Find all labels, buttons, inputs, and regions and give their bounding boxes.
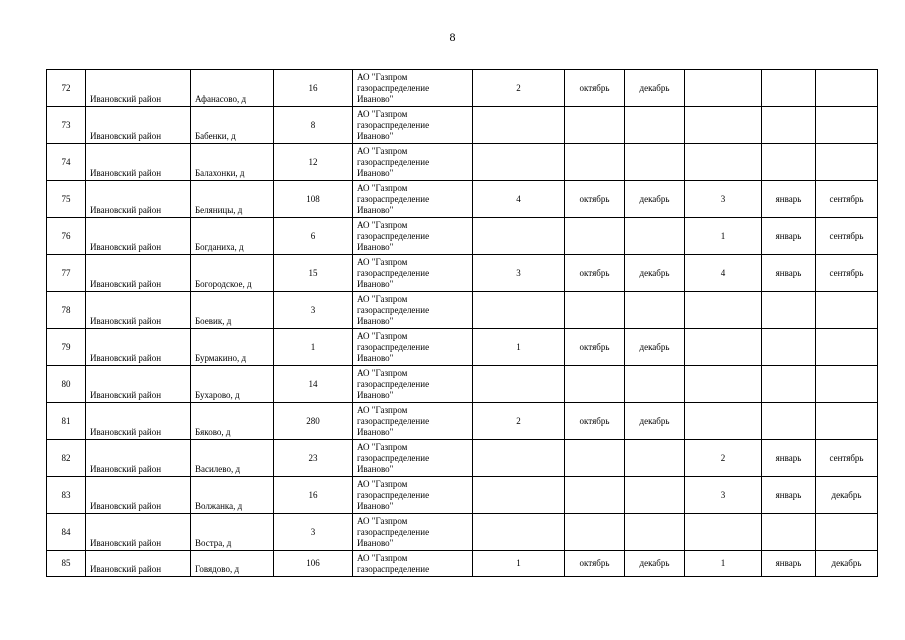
stage1-count-cell: 1 <box>473 329 565 366</box>
stage2-start-cell: январь <box>762 181 816 218</box>
table-row <box>47 551 878 577</box>
count-cell: 6 <box>274 218 353 255</box>
organization-line: Иваново" <box>357 537 394 548</box>
stage1-end-cell <box>625 440 685 477</box>
district-cell: Ивановский район <box>86 181 191 218</box>
stage1-end-cell: декабрь <box>625 551 685 577</box>
district-cell: Ивановский район <box>86 70 191 107</box>
organization-line: Иваново" <box>357 241 394 252</box>
table-row <box>47 107 878 144</box>
organization-line: газораспределение <box>357 230 430 241</box>
stage2-end-cell <box>816 403 878 440</box>
organization-line: Иваново" <box>357 167 394 178</box>
organization-cell <box>353 477 473 514</box>
stage2-end-cell: декабрь <box>816 551 878 577</box>
stage1-count-cell <box>473 218 565 255</box>
organization-line: АО "Газпром <box>357 515 408 526</box>
district-cell: Ивановский район <box>86 292 191 329</box>
village-cell: Говядово, д <box>191 551 274 577</box>
row-number-cell: 77 <box>47 255 86 292</box>
stage1-count-cell: 3 <box>473 255 565 292</box>
stage1-end-cell: декабрь <box>625 181 685 218</box>
count-cell: 1 <box>274 329 353 366</box>
table-row <box>47 181 878 218</box>
organization-line: АО "Газпром <box>357 404 408 415</box>
organization-line: Иваново" <box>357 389 394 400</box>
organization-line: Иваново" <box>357 352 394 363</box>
stage1-start-cell: октябрь <box>565 551 625 577</box>
table-row <box>47 477 878 514</box>
organization-line: Иваново" <box>357 463 394 474</box>
row-number-cell: 72 <box>47 70 86 107</box>
organization-line: газораспределение <box>357 193 430 204</box>
organization-line: АО "Газпром <box>357 182 408 193</box>
organization-cell <box>353 440 473 477</box>
organization-line: газораспределение <box>357 82 430 93</box>
stage1-start-cell: октябрь <box>565 255 625 292</box>
stage2-start-cell <box>762 107 816 144</box>
district-cell: Ивановский район <box>86 403 191 440</box>
stage1-start-cell <box>565 218 625 255</box>
count-cell: 280 <box>274 403 353 440</box>
stage1-start-cell <box>565 514 625 551</box>
stage1-count-cell <box>473 144 565 181</box>
organization-cell <box>353 329 473 366</box>
row-number-cell: 78 <box>47 292 86 329</box>
organization-line: АО "Газпром <box>357 293 408 304</box>
stage2-start-cell <box>762 70 816 107</box>
count-cell: 108 <box>274 181 353 218</box>
stage2-count-cell <box>685 366 762 403</box>
stage2-end-cell: сентябрь <box>816 181 878 218</box>
row-number-cell: 80 <box>47 366 86 403</box>
organization-line: Иваново" <box>357 130 394 141</box>
stage1-count-cell: 2 <box>473 403 565 440</box>
stage1-start-cell <box>565 107 625 144</box>
organization-cell <box>353 144 473 181</box>
stage2-count-cell <box>685 107 762 144</box>
stage2-end-cell <box>816 70 878 107</box>
stage2-end-cell <box>816 292 878 329</box>
stage2-count-cell <box>685 403 762 440</box>
village-cell: Беляницы, д <box>191 181 274 218</box>
organization-cell <box>353 403 473 440</box>
stage1-start-cell: октябрь <box>565 329 625 366</box>
district-cell: Ивановский район <box>86 514 191 551</box>
table-row <box>47 366 878 403</box>
stage1-end-cell: декабрь <box>625 403 685 440</box>
stage1-count-cell: 1 <box>473 551 565 577</box>
district-cell: Ивановский район <box>86 144 191 181</box>
row-number-cell: 83 <box>47 477 86 514</box>
count-cell: 23 <box>274 440 353 477</box>
stage1-start-cell <box>565 440 625 477</box>
organization-line: газораспределение <box>357 267 430 278</box>
stage1-end-cell <box>625 366 685 403</box>
organization-line: Иваново" <box>357 500 394 511</box>
organization-line: АО "Газпром <box>357 552 408 563</box>
district-cell: Ивановский район <box>86 551 191 577</box>
table-row <box>47 403 878 440</box>
table-row <box>47 514 878 551</box>
stage2-end-cell <box>816 366 878 403</box>
village-cell: Востра, д <box>191 514 274 551</box>
organization-line: газораспределение <box>357 452 430 463</box>
stage1-start-cell <box>565 477 625 514</box>
organization-line: газораспределение <box>357 563 430 574</box>
row-number-cell: 74 <box>47 144 86 181</box>
stage2-start-cell: январь <box>762 255 816 292</box>
row-number-cell: 84 <box>47 514 86 551</box>
row-number-cell: 76 <box>47 218 86 255</box>
organization-cell <box>353 107 473 144</box>
row-number-cell: 79 <box>47 329 86 366</box>
organization-cell <box>353 218 473 255</box>
organization-cell <box>353 551 473 577</box>
stage2-start-cell <box>762 292 816 329</box>
count-cell: 12 <box>274 144 353 181</box>
organization-cell <box>353 292 473 329</box>
organization-line: газораспределение <box>357 415 430 426</box>
stage2-count-cell: 3 <box>685 181 762 218</box>
district-cell: Ивановский район <box>86 218 191 255</box>
district-cell: Ивановский район <box>86 255 191 292</box>
stage1-start-cell <box>565 292 625 329</box>
stage2-start-cell <box>762 514 816 551</box>
district-cell: Ивановский район <box>86 440 191 477</box>
village-cell: Бабенки, д <box>191 107 274 144</box>
stage2-start-cell: январь <box>762 477 816 514</box>
organization-line: Иваново" <box>357 278 394 289</box>
row-number-cell: 81 <box>47 403 86 440</box>
organization-cell <box>353 514 473 551</box>
district-cell: Ивановский район <box>86 107 191 144</box>
gasification-table <box>46 69 878 577</box>
row-number-cell: 75 <box>47 181 86 218</box>
row-number-cell: 73 <box>47 107 86 144</box>
stage1-end-cell: декабрь <box>625 70 685 107</box>
table-body <box>47 70 878 577</box>
village-cell: Бяково, д <box>191 403 274 440</box>
stage2-end-cell <box>816 329 878 366</box>
stage1-end-cell <box>625 107 685 144</box>
organization-cell <box>353 181 473 218</box>
village-cell: Балахонки, д <box>191 144 274 181</box>
table-row <box>47 70 878 107</box>
village-cell: Бурмакино, д <box>191 329 274 366</box>
table-row <box>47 329 878 366</box>
organization-line: АО "Газпром <box>357 367 408 378</box>
table-row <box>47 292 878 329</box>
stage2-start-cell: январь <box>762 218 816 255</box>
organization-line: газораспределение <box>357 156 430 167</box>
organization-line: газораспределение <box>357 119 430 130</box>
organization-line: АО "Газпром <box>357 478 408 489</box>
count-cell: 14 <box>274 366 353 403</box>
stage1-count-cell <box>473 514 565 551</box>
stage1-end-cell <box>625 292 685 329</box>
organization-line: АО "Газпром <box>357 145 408 156</box>
count-cell: 15 <box>274 255 353 292</box>
organization-line: газораспределение <box>357 489 430 500</box>
village-cell: Василево, д <box>191 440 274 477</box>
count-cell: 3 <box>274 514 353 551</box>
stage2-end-cell <box>816 514 878 551</box>
village-cell: Волжанка, д <box>191 477 274 514</box>
organization-line: АО "Газпром <box>357 71 408 82</box>
table-row <box>47 255 878 292</box>
stage1-count-cell <box>473 440 565 477</box>
stage2-start-cell: январь <box>762 440 816 477</box>
organization-cell <box>353 366 473 403</box>
organization-line: Иваново" <box>357 315 394 326</box>
organization-line: АО "Газпром <box>357 108 408 119</box>
organization-line: Иваново" <box>357 93 394 104</box>
stage1-end-cell <box>625 144 685 181</box>
stage2-start-cell <box>762 403 816 440</box>
stage2-end-cell: сентябрь <box>816 255 878 292</box>
stage2-end-cell <box>816 144 878 181</box>
stage2-count-cell <box>685 144 762 181</box>
stage1-count-cell <box>473 477 565 514</box>
district-cell: Ивановский район <box>86 329 191 366</box>
stage2-count-cell <box>685 292 762 329</box>
organization-line: Иваново" <box>357 204 394 215</box>
page-number: 8 <box>449 30 456 44</box>
stage2-start-cell <box>762 329 816 366</box>
stage2-count-cell <box>685 329 762 366</box>
table-row <box>47 144 878 181</box>
table-row <box>47 440 878 477</box>
village-cell: Богородское, д <box>191 255 274 292</box>
stage2-count-cell: 3 <box>685 477 762 514</box>
stage1-count-cell: 2 <box>473 70 565 107</box>
stage1-start-cell: октябрь <box>565 181 625 218</box>
stage1-end-cell: декабрь <box>625 329 685 366</box>
village-cell: Боевик, д <box>191 292 274 329</box>
stage2-count-cell: 1 <box>685 551 762 577</box>
stage1-end-cell <box>625 514 685 551</box>
count-cell: 3 <box>274 292 353 329</box>
village-cell: Афанасово, д <box>191 70 274 107</box>
organization-line: АО "Газпром <box>357 219 408 230</box>
organization-line: газораспределение <box>357 526 430 537</box>
row-number-cell: 82 <box>47 440 86 477</box>
stage1-start-cell: октябрь <box>565 70 625 107</box>
village-cell: Бухарово, д <box>191 366 274 403</box>
organization-line: АО "Газпром <box>357 256 408 267</box>
district-cell: Ивановский район <box>86 366 191 403</box>
stage1-count-cell: 4 <box>473 181 565 218</box>
organization-cell <box>353 70 473 107</box>
count-cell: 8 <box>274 107 353 144</box>
stage1-end-cell <box>625 477 685 514</box>
organization-line: АО "Газпром <box>357 330 408 341</box>
stage1-end-cell: декабрь <box>625 255 685 292</box>
stage2-start-cell <box>762 144 816 181</box>
organization-line: АО "Газпром <box>357 441 408 452</box>
stage2-count-cell: 4 <box>685 255 762 292</box>
stage2-count-cell: 1 <box>685 218 762 255</box>
organization-cell <box>353 255 473 292</box>
stage2-count-cell <box>685 70 762 107</box>
stage2-end-cell <box>816 107 878 144</box>
count-cell: 106 <box>274 551 353 577</box>
stage1-count-cell <box>473 107 565 144</box>
row-number-cell: 85 <box>47 551 86 577</box>
organization-line: газораспределение <box>357 378 430 389</box>
stage2-count-cell: 2 <box>685 440 762 477</box>
stage1-start-cell: октябрь <box>565 403 625 440</box>
stage2-end-cell: сентябрь <box>816 440 878 477</box>
village-cell: Богданиха, д <box>191 218 274 255</box>
organization-line: газораспределение <box>357 341 430 352</box>
stage1-count-cell <box>473 292 565 329</box>
stage1-end-cell <box>625 218 685 255</box>
district-cell: Ивановский район <box>86 477 191 514</box>
stage1-start-cell <box>565 366 625 403</box>
organization-line: газораспределение <box>357 304 430 315</box>
stage2-start-cell: январь <box>762 551 816 577</box>
organization-line: Иваново" <box>357 426 394 437</box>
table-row <box>47 218 878 255</box>
stage2-end-cell: сентябрь <box>816 218 878 255</box>
count-cell: 16 <box>274 477 353 514</box>
count-cell: 16 <box>274 70 353 107</box>
stage2-count-cell <box>685 514 762 551</box>
stage1-count-cell <box>473 366 565 403</box>
stage2-end-cell: декабрь <box>816 477 878 514</box>
stage1-start-cell <box>565 144 625 181</box>
stage2-start-cell <box>762 366 816 403</box>
